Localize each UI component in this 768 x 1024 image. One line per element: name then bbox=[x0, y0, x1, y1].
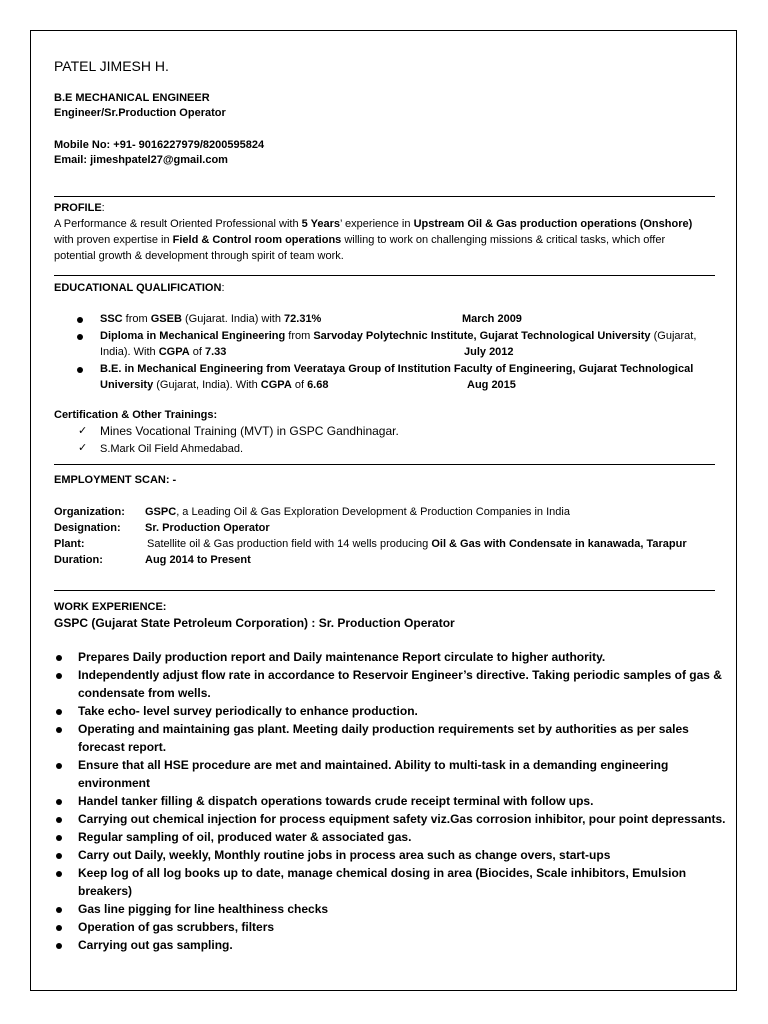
bullet-icon bbox=[56, 763, 62, 769]
duration-label: Duration: bbox=[54, 554, 103, 566]
designation-label: Designation: bbox=[54, 522, 121, 534]
divider bbox=[54, 275, 715, 276]
work-item: Operation of gas scrubbers, filters bbox=[78, 920, 275, 934]
education-date: Aug 2015 bbox=[467, 379, 516, 391]
education-item: B.E. in Mechanical Engineering from Veerataya Group of Institution Faculty of Engineering, Gujarat Technological bbox=[100, 363, 694, 375]
degree: B.E MECHANICAL ENGINEER bbox=[54, 92, 210, 104]
bullet-icon bbox=[77, 317, 83, 323]
mobile-value: +91- 9016227979/8200595824 bbox=[113, 139, 265, 151]
email-line bbox=[54, 153, 228, 167]
designation-value: Sr. Production Operator bbox=[145, 522, 270, 534]
profile-line-1: A Performance & result Oriented Professional with 5 Years’ experience in Upstream Oil & Gas production operations (Onshore) bbox=[54, 218, 693, 230]
profile-heading: PROFILE: bbox=[54, 202, 105, 214]
bullet-icon bbox=[56, 673, 62, 679]
work-company: GSPC (Gujarat State Petroleum Corporation) : Sr. Production Operator bbox=[54, 616, 455, 630]
email-label: Email: bbox=[54, 154, 88, 166]
work-item: Keep log of all log books up to date, manage chemical dosing in area (Biocides, Scale inhibitors, Emulsion bbox=[78, 866, 687, 880]
bullet-icon bbox=[56, 799, 62, 805]
education-date: March 2009 bbox=[462, 313, 522, 325]
work-item-cont: breakers) bbox=[78, 884, 133, 898]
work-item: Carry out Daily, weekly, Monthly routine jobs in process area such as change overs, start-ups bbox=[78, 848, 611, 862]
work-item: Gas line pigging for line healthiness checks bbox=[78, 902, 329, 916]
work-item: Regular sampling of oil, produced water & associated gas. bbox=[78, 830, 412, 844]
candidate-name: PATEL JIMESH H. bbox=[54, 58, 169, 74]
education-item: Diploma in Mechanical Engineering from Sarvoday Polytechnic Institute, Gujarat Technological University (Gujarat, bbox=[100, 330, 697, 342]
bullet-icon bbox=[56, 817, 62, 823]
bullet-icon bbox=[56, 835, 62, 841]
work-item-cont: environment bbox=[78, 776, 151, 790]
role: Engineer/Sr.Production Operator bbox=[54, 107, 226, 119]
bullet-icon bbox=[56, 655, 62, 661]
bullet-icon bbox=[56, 727, 62, 733]
plant-value: Satellite oil & Gas production field with 14 wells producing Oil & Gas with Condensate in kanawada, Tarapur bbox=[147, 538, 687, 550]
work-item-cont: forecast report. bbox=[78, 740, 167, 754]
education-item-cont: India). With CGPA of 7.33 bbox=[100, 346, 227, 358]
plant-label: Plant: bbox=[54, 538, 85, 550]
work-item: Operating and maintaining gas plant. Meeting daily production requirements set by authorities as per sales bbox=[78, 722, 689, 736]
work-item: Carrying out chemical injection for process equipment safety viz.Gas corrosion inhibitor, pour point depressants. bbox=[78, 812, 726, 826]
education-date: July 2012 bbox=[464, 346, 514, 358]
work-item: Independently adjust flow rate in accordance to Reservoir Engineer’s directive. Taking periodic samples of gas & bbox=[78, 668, 722, 682]
work-item: Ensure that all HSE procedure are met and maintained. Ability to multi-task in a demanding engineering bbox=[78, 758, 669, 772]
divider bbox=[54, 464, 715, 465]
bullet-icon bbox=[56, 709, 62, 715]
profile-line-2: with proven expertise in Field & Control room operations willing to work on challenging missions & critical tasks, which offer bbox=[54, 234, 666, 246]
bullet-icon bbox=[77, 367, 83, 373]
check-icon: ✓ bbox=[78, 442, 88, 454]
certification-item: S.Mark Oil Field Ahmedabad. bbox=[100, 443, 244, 455]
mobile-label: Mobile No: bbox=[54, 139, 111, 151]
education-item-cont: University (Gujarat, India). With CGPA of 6.68 bbox=[100, 379, 329, 391]
education-item: SSC from GSEB (Gujarat. India) with 72.31% bbox=[100, 313, 322, 325]
work-item: Prepares Daily production report and Daily maintenance Report circulate to higher authority. bbox=[78, 650, 606, 664]
organization-label: Organization: bbox=[54, 506, 125, 518]
bullet-icon bbox=[77, 334, 83, 340]
work-item: Handel tanker filling & dispatch operations towards crude receipt terminal with follow ups. bbox=[78, 794, 594, 808]
profile-line-3: potential growth & development through spirit of team work. bbox=[54, 250, 344, 262]
check-icon: ✓ bbox=[78, 425, 88, 437]
certification-heading: Certification & Other Trainings: bbox=[54, 409, 218, 421]
mobile-line bbox=[54, 138, 264, 152]
employment-heading: EMPLOYMENT SCAN: - bbox=[54, 474, 177, 486]
certification-item: Mines Vocational Training (MVT) in GSPC Gandhinagar. bbox=[100, 424, 399, 438]
work-heading: WORK EXPERIENCE: bbox=[54, 601, 167, 613]
divider bbox=[54, 196, 715, 197]
bullet-icon bbox=[56, 907, 62, 913]
resume-page bbox=[30, 30, 737, 991]
work-item: Carrying out gas sampling. bbox=[78, 938, 233, 952]
bullet-icon bbox=[56, 943, 62, 949]
work-item-cont: condensate from wells. bbox=[78, 686, 211, 700]
organization-value: GSPC, a Leading Oil & Gas Exploration Development & Production Companies in India bbox=[145, 506, 570, 518]
bullet-icon bbox=[56, 871, 62, 877]
bullet-icon bbox=[56, 925, 62, 931]
duration-value: Aug 2014 to Present bbox=[145, 554, 251, 566]
work-item: Take echo- level survey periodically to enhance production. bbox=[78, 704, 418, 718]
email-value: jimeshpatel27@gmail.com bbox=[90, 154, 228, 166]
divider bbox=[54, 590, 715, 591]
education-heading: EDUCATIONAL QUALIFICATION: bbox=[54, 282, 225, 294]
bullet-icon bbox=[56, 853, 62, 859]
